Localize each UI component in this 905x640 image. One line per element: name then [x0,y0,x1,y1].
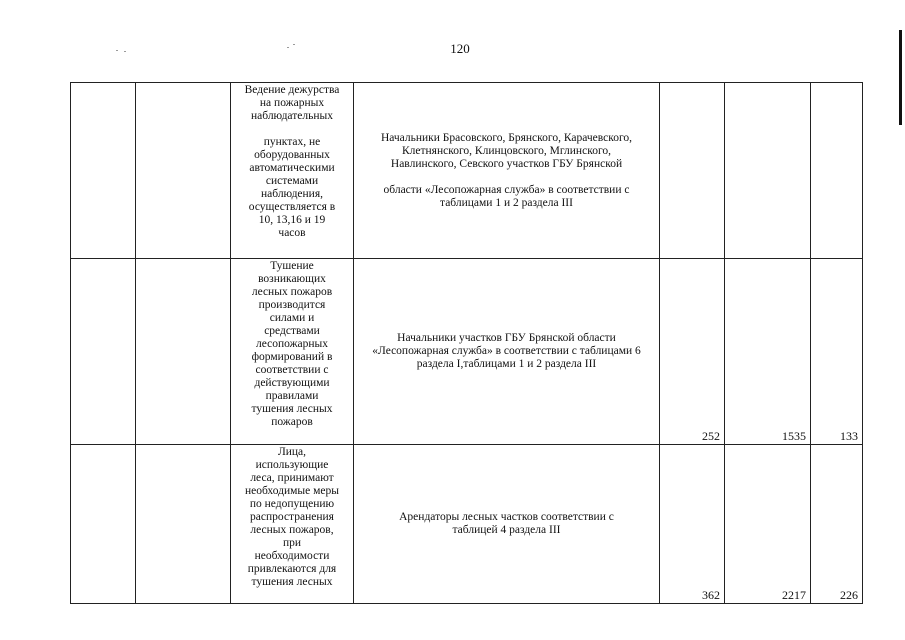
fire-plan-table [70,82,863,604]
value-cell: 2217 [725,445,811,604]
cell-text-line: леса, принимают [250,472,334,484]
cell-text-line: Навлинского, Севского участков ГБУ Брянской [390,157,623,170]
cell-text-line: тушения лесных [251,576,333,588]
cell-text-line: Тушение [270,260,314,272]
cell-text-line: соответствии с [255,364,329,376]
action-cell [231,83,354,259]
cell-text-line: пунктах, не [263,136,321,148]
scan-edge-mark [899,30,902,125]
scan-speck [124,51,126,52]
blank-cell [136,445,231,604]
cell-text-line: на пожарных [259,97,325,109]
value-cell: 133 [811,259,863,445]
responsible-cell [354,83,660,259]
cell-text-line: производится [258,299,326,311]
cell-text-line: 10, 13,16 и 19 [258,214,326,226]
blank-cell [136,259,231,445]
responsible-cell [354,259,660,445]
cell-text-line: Арендаторы лесных частков соответствии с [399,511,614,523]
cell-text-line: по недопущению [249,498,335,510]
cell-text-line: наблюдения, [261,188,323,200]
cell-text-line: силами и [269,312,315,324]
page-number: 120 [450,41,470,56]
blank-cell [136,83,231,259]
cell-text-line: формирований в [251,351,333,363]
scan-speck [293,44,295,45]
index-cell [71,83,136,259]
cell-text-line: наблюдательных [251,110,333,122]
cell-text-line: Клетнянского, Клинцовского, Мглинского, [401,144,612,157]
scan-speck [116,50,118,51]
cell-text-line: возникающих [258,273,326,285]
cell-text-line: тушения лесных [251,403,333,415]
scan-speck [287,47,289,48]
cell-text-line: необходимости [254,550,330,562]
cell-text-line: использующие [255,459,329,471]
cell-text-line: средствами [264,325,320,337]
value-cell [811,83,863,259]
value-cell [725,83,811,259]
cell-text-line: раздела I,таблицами 1 и 2 раздела III [416,358,597,370]
value-cell: 226 [811,445,863,604]
cell-text-line: осуществляется в [248,201,336,213]
line-gap [360,171,653,184]
cell-text-line: «Лесопожарная служба» в соответствии с таблицами 6 [372,345,641,357]
value-cell [660,83,725,259]
cell-text-line: пожаров [271,416,313,428]
value-cell: 362 [660,445,725,604]
cell-text-line: лесных пожаров, [250,524,334,536]
cell-text-line: системами [265,175,319,187]
action-cell [231,445,354,604]
cell-text-line: Начальники Брасовского, Брянского, Карачевского, [380,131,633,144]
cell-text-line: правилами [265,390,319,402]
cell-text-line: лесопожарных [255,338,329,350]
cell-text-line: таблицей 4 раздела III [452,524,561,536]
cell-text-line: области «Лесопожарная служба» в соответствии с [383,183,630,196]
index-cell [71,445,136,604]
responsible-cell [354,445,660,604]
cell-text-line: необходимые меры [245,485,339,497]
table-body [71,83,863,604]
action-cell [231,259,354,445]
index-cell [71,259,136,445]
cell-text-line: лесных пожаров [251,286,333,298]
cell-text-line: таблицами 1 и 2 раздела III [440,196,573,209]
cell-text-line: оборудованных [254,149,330,161]
value-cell: 252 [660,259,725,445]
cell-text-line: Лица, [277,446,307,458]
table-row [71,83,863,259]
cell-text-line: при [282,537,302,549]
line-gap [233,123,351,136]
cell-text-line: Ведение дежурства [244,84,340,96]
cell-text-line: автоматическими [249,162,335,174]
cell-text-line: действующими [254,377,330,389]
cell-text-line: распространения [250,511,334,523]
table-row [71,259,863,445]
table-row [71,445,863,604]
cell-text-line: привлекаются для [247,563,337,575]
value-cell: 1535 [725,259,811,445]
cell-text-line: Начальники участков ГБУ Брянской области [397,332,616,344]
cell-text-line: часов [278,227,306,239]
